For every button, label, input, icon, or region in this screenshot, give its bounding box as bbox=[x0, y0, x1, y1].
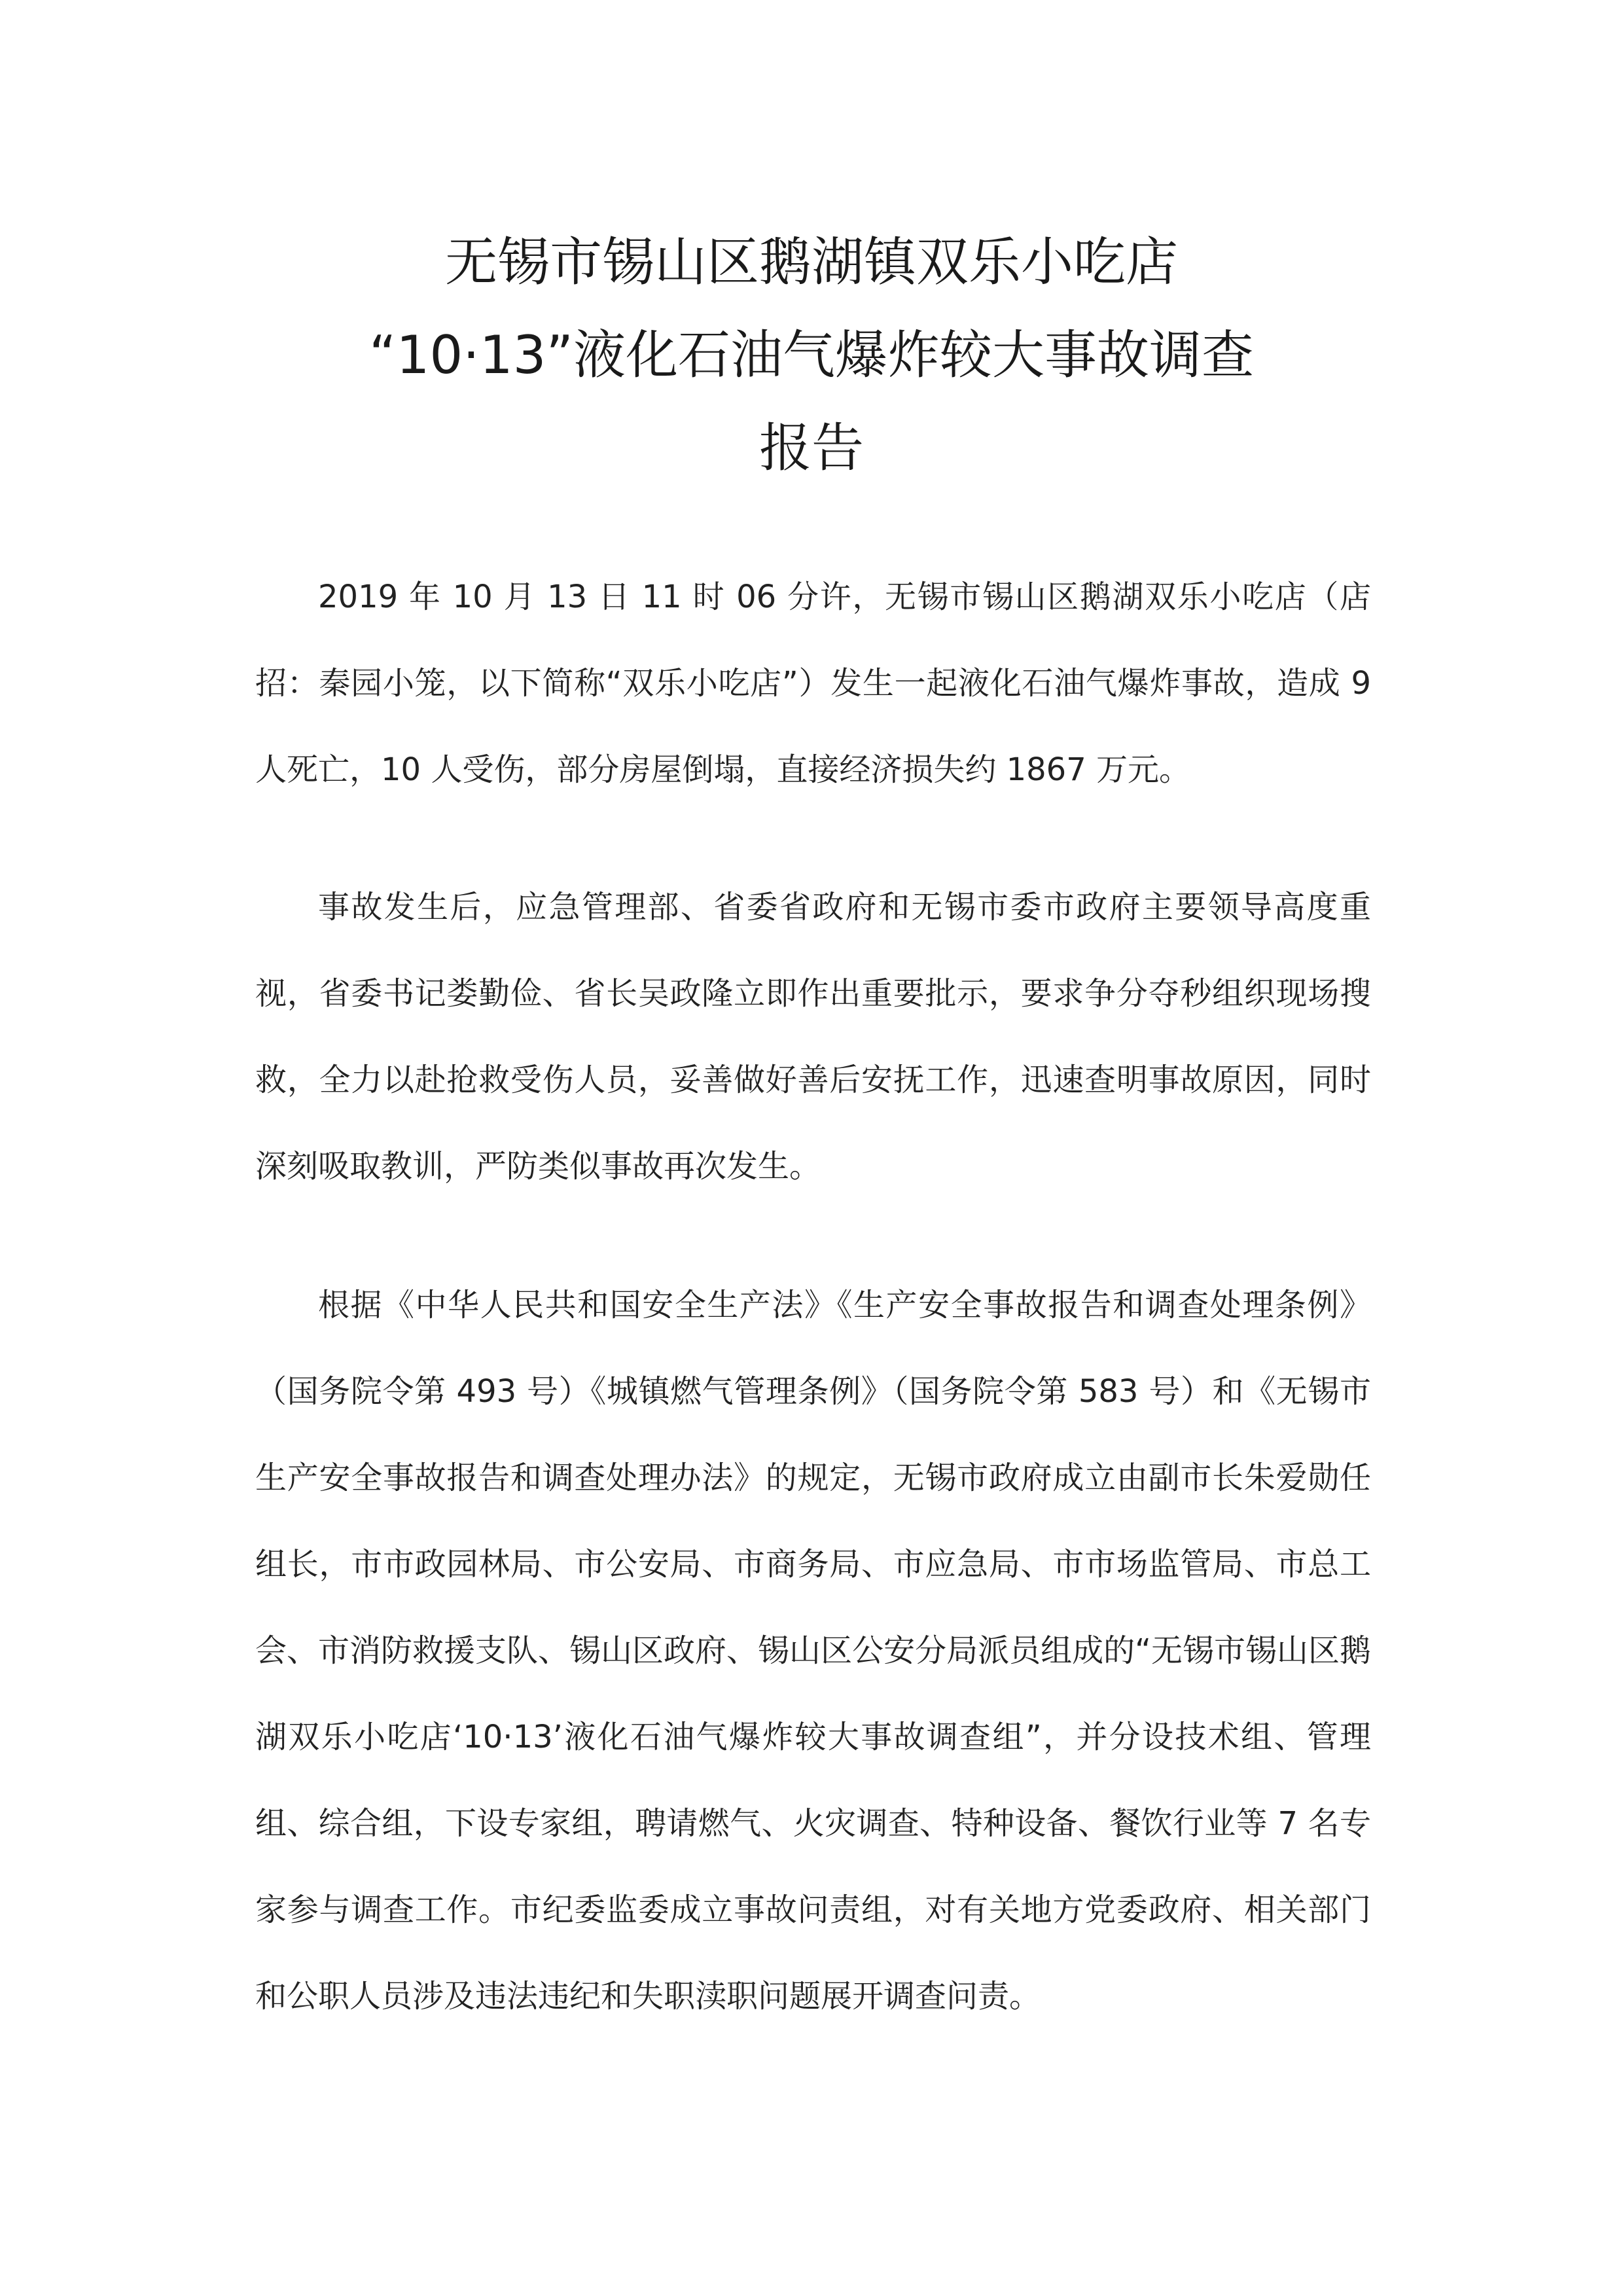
paragraph-investigation-team: 根据《中华人民共和国安全生产法》《生产安全事故报告和调查处理条例》（国务院令第 493 号）《城镇燃气管理条例》（国务院令第 583 号）和《无锡市生产安全事故报告和调查处理办法》的规定，无锡市政府成立由副市长朱爱勋任组长，市市政园林局、市公安局、市商务局、市应急局、市市场监管局、市总工会、市消防救援支队、锡山区政府、锡山区公安分局派员组成的“无锡市锡山区鹅湖双乐小吃店‘10·13’液化石油气爆炸较大事故调查组”，并分设技术组、管理组、综合组，下设专家组，聘请燃气、火灾调查、特种设备、餐饮行业等 7 名专家参与调查工作。市纪委监委成立事故问责组，对有关地方党委政府、相关部门和公职人员涉及违法违纪和失职渎职问题展开调查问责。 bbox=[255, 1287, 1371, 2015]
title-line-2: “10·13”液化石油气爆炸较大事故调查 bbox=[369, 325, 1254, 386]
document-title bbox=[249, 216, 1374, 495]
title-line-1: 无锡市锡山区鹅湖镇双乐小吃店 bbox=[445, 232, 1178, 293]
paragraph-incident-summary: 2019 年 10 月 13 日 11 时 06 分许，无锡市锡山区鹅湖双乐小吃店（店招：秦园小笼，以下简称“双乐小吃店”）发生一起液化石油气爆炸事故，造成 9 人死亡，10 人受伤，部分房屋倒塌，直接经济损失约 1867 万元。 bbox=[255, 579, 1371, 788]
title-line-3: 报告 bbox=[759, 418, 864, 478]
paragraph-leadership-response: 事故发生后，应急管理部、省委省政府和无锡市委市政府主要领导高度重视，省委书记娄勤俭、省长吴政隆立即作出重要批示，要求争分夺秒组织现场搜救，全力以赴抢救受伤人员，妥善做好善后安抚工作，迅速查明事故原因，同时深刻吸取教训，严防类似事故再次发生。 bbox=[255, 889, 1371, 1185]
